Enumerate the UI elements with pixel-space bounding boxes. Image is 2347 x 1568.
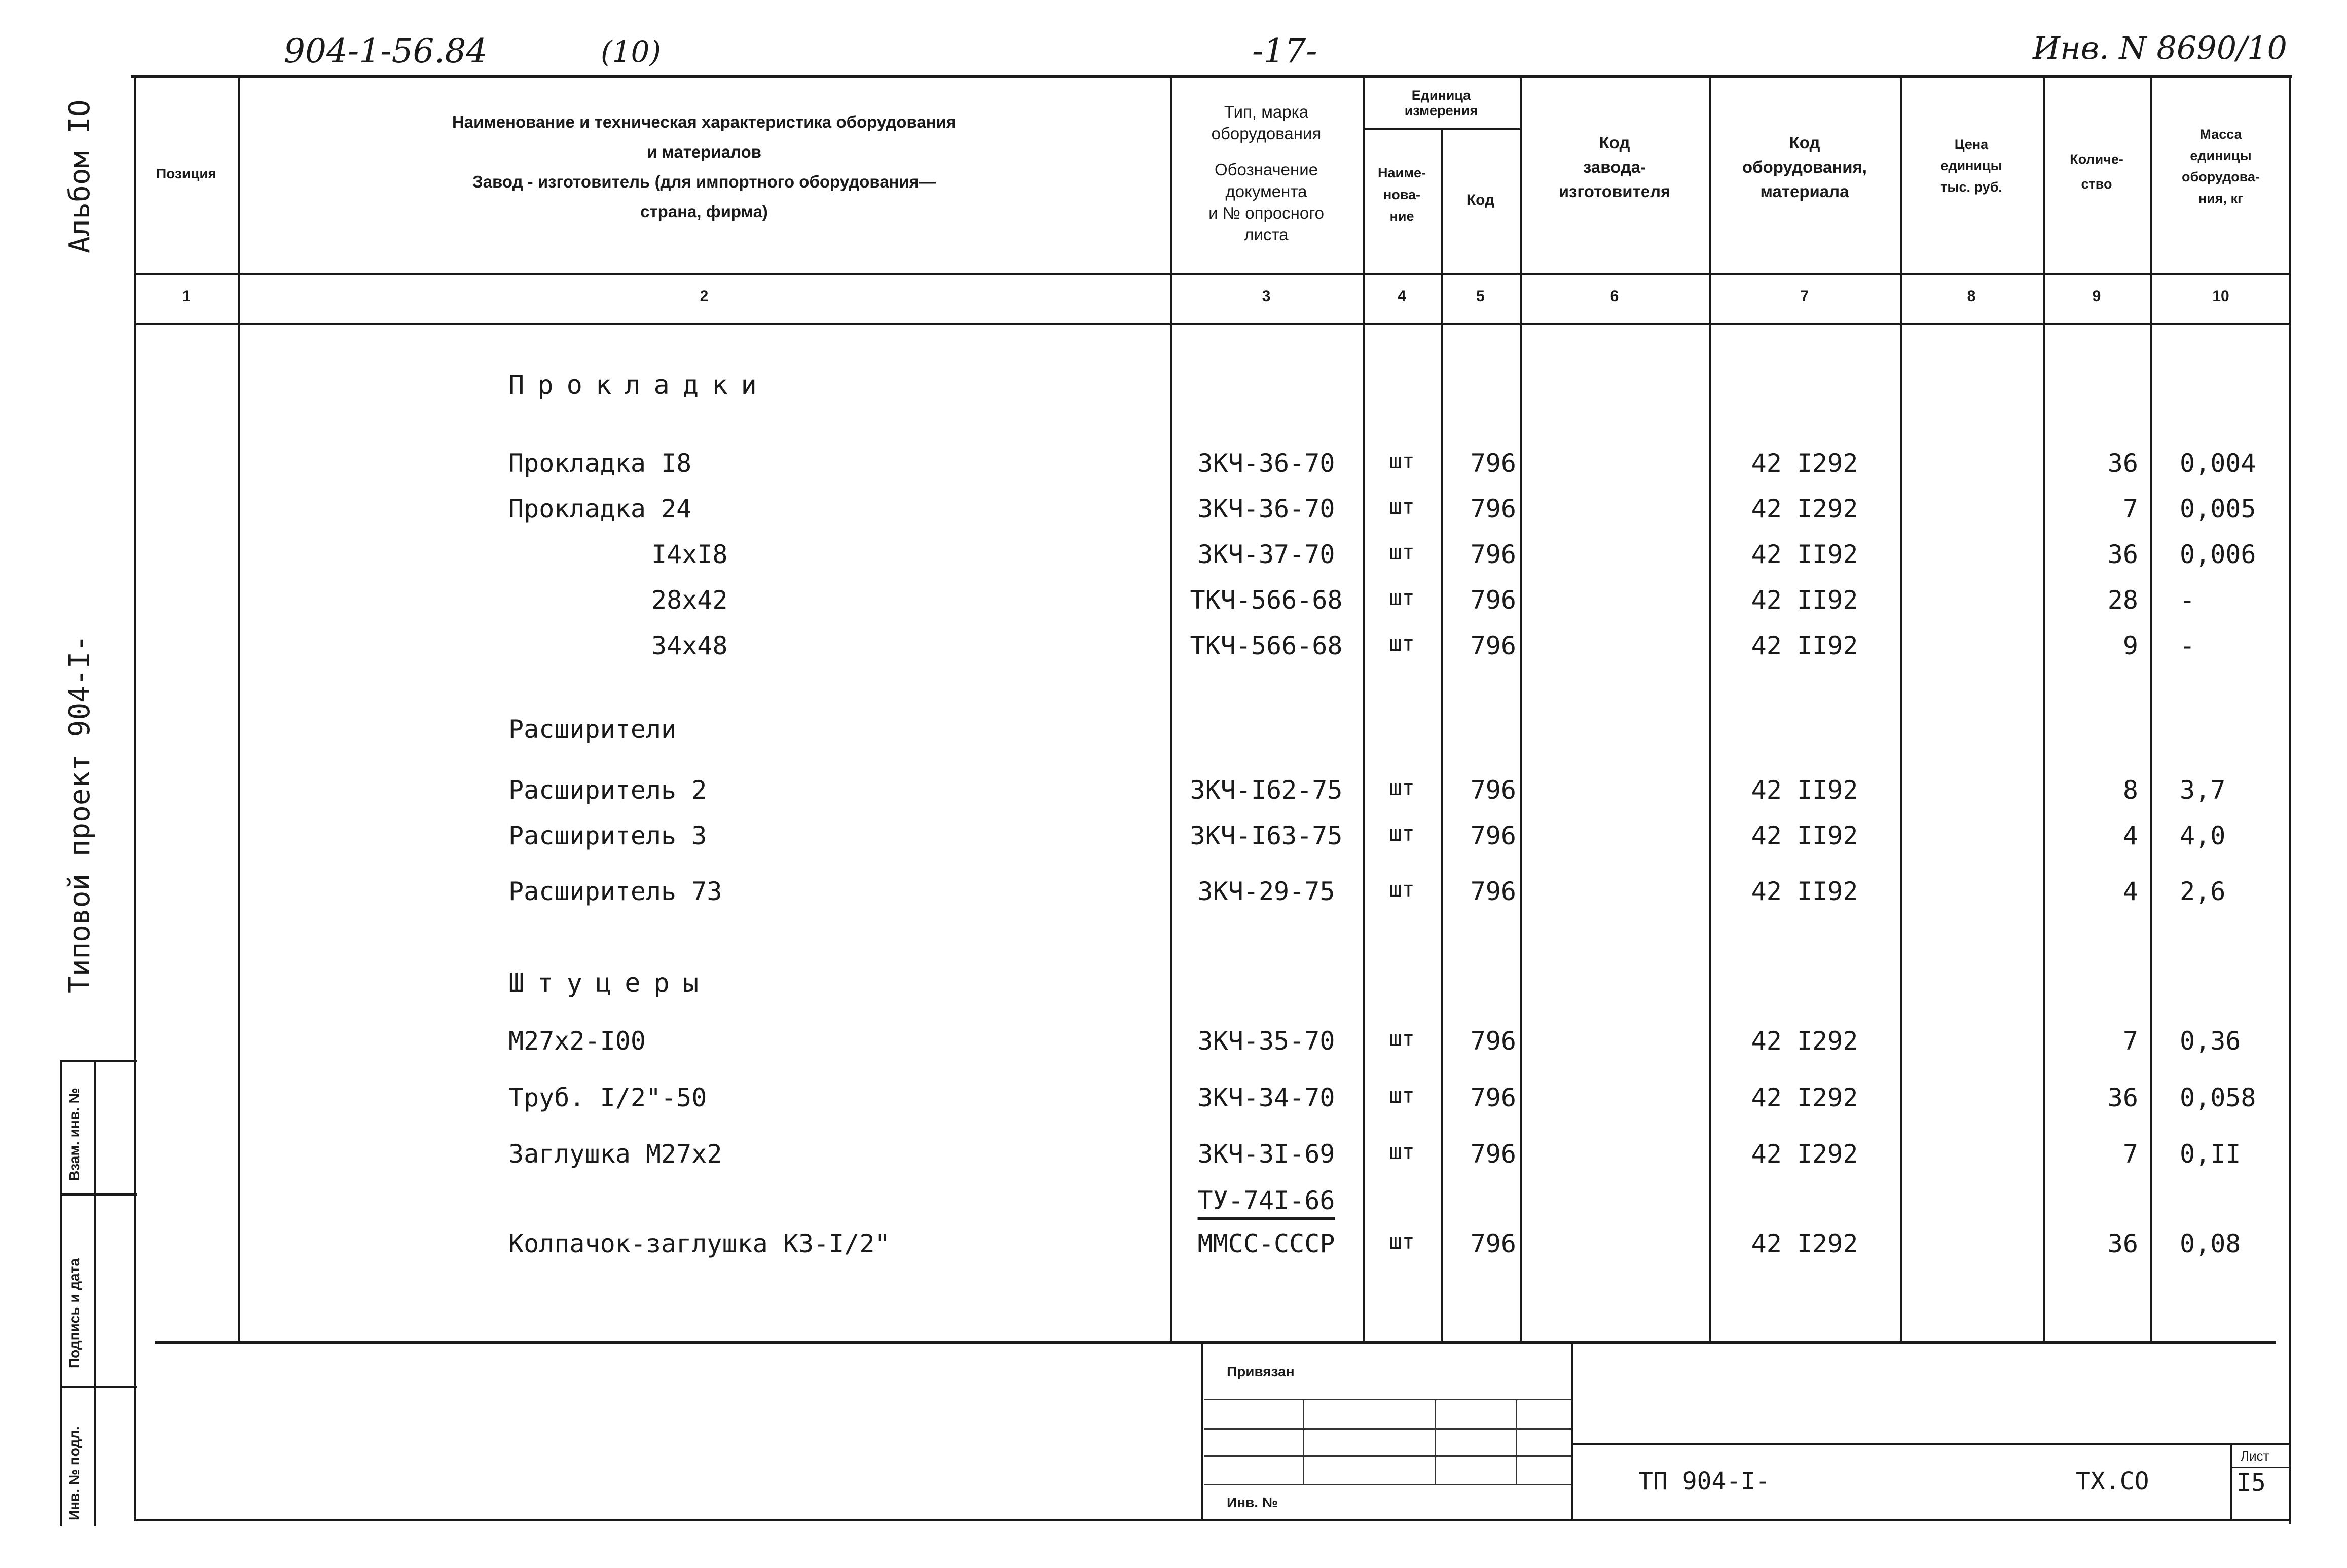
privyazan-label: Привязан [1227,1364,1295,1379]
cell-ucode: 796 [1470,821,1516,850]
cell-mcode: 42 I292 [1751,1229,1858,1258]
cell-unit: шт [1389,494,1415,519]
col-divider [2150,75,2152,1341]
cell-mcode: 42 I292 [1751,1026,1858,1056]
cell-unit: шт [1389,775,1415,800]
cell-mass: 0,005 [2180,494,2256,524]
privyazan-right [1571,1344,1573,1521]
table-bottom-line [155,1341,2276,1344]
cell-ucode: 796 [1470,540,1516,569]
cell-type: ЗКЧ-36-70 [1197,494,1335,524]
col-divider [238,75,240,1341]
cell-type: ЗКЧ-3I-69 [1197,1139,1335,1169]
sheet-divider [2230,1443,2232,1519]
cell-ucode: 796 [1470,1026,1516,1056]
cell-type: ТУ-74I-66 [1197,1186,1335,1215]
cell-name: 28x42 [651,585,728,615]
cell-unit: шт [1389,540,1415,565]
album-label: Альбом IO [63,99,96,253]
cell-name: Прокладка 24 [508,494,692,524]
cell-name: Штуцеры [508,968,712,998]
cell-qty: 36 [2107,540,2138,569]
cell-mcode: 42 II92 [1751,585,1858,615]
cell-name: Колпачок-заглушка КЗ-I/2" [508,1229,890,1258]
colnum-bottom-line [134,323,2291,325]
colnum-2: 2 [700,288,709,305]
cell-qty: 36 [2107,1229,2138,1258]
col-divider [1900,75,1902,1341]
cell-qty: 4 [2122,877,2138,906]
cell-type: ЗКЧ-I62-75 [1190,775,1343,805]
cell-type: ЗКЧ-I63-75 [1190,821,1343,850]
header-bottom-line [134,273,2291,275]
header-mass: Масса единицы оборудова- ния, кг [2181,127,2260,206]
cell-ucode: 796 [1470,631,1516,660]
cell-unit: шт [1389,821,1415,846]
cell-type: ЗКЧ-34-70 [1197,1083,1335,1112]
cell-mcode: 42 II92 [1751,877,1858,906]
header-name: Наименование и техническая характеристика оборудования и материалов Завод - изготовитель (для импортного оборудования— страна, фирма) [452,113,957,221]
cell-ucode: 796 [1470,1229,1516,1258]
cell-qty: 7 [2122,1026,2138,1056]
header-type: Тип, марка оборудования Обозначение документа и № опросного листа [1208,102,1324,244]
sheet-number: I5 [2236,1469,2266,1497]
colnum-6: 6 [1610,288,1619,305]
title-block-top [1571,1443,2291,1445]
cell-unit: шт [1389,631,1415,656]
cell-unit: шт [1389,1139,1415,1164]
colnum-10: 10 [2212,288,2229,305]
cell-type: ТКЧ-566-68 [1190,585,1343,615]
colnum-9: 9 [2092,288,2101,305]
cell-type: ЗКЧ-29-75 [1197,877,1335,906]
privyazan-vline [1303,1399,1304,1485]
cell-unit: шт [1389,585,1415,610]
colnum-4: 4 [1398,288,1406,305]
cell-mass: 3,7 [2180,775,2226,805]
cell-unit: шт [1389,1229,1415,1254]
frame-bottom [134,1519,2291,1521]
cell-name: Прокладка I8 [508,449,692,478]
page-number: -17- [1252,31,1317,70]
cell-ucode: 796 [1470,449,1516,478]
cell-mcode: 42 I292 [1751,1083,1858,1112]
cell-qty: 28 [2107,585,2138,615]
cell-mcode: 42 II92 [1751,540,1858,569]
privyazan-vline [1435,1399,1436,1485]
cell-mcode: 42 II92 [1751,775,1858,805]
cell-unit: шт [1389,877,1415,902]
cell-ucode: 796 [1470,775,1516,805]
cell-type: ММСС-СССР [1197,1229,1335,1258]
cell-qty: 7 [2122,494,2138,524]
cell-mcode: 42 I292 [1751,449,1858,478]
header-unit-group: Единица измерения [1404,88,1478,119]
stamp-line [60,1193,137,1196]
colnum-7: 7 [1800,288,1809,305]
cell-mass: - [2180,585,2195,615]
cell-unit: шт [1389,1026,1415,1051]
cell-qty: 9 [2122,631,2138,660]
cell-mcode: 42 II92 [1751,631,1858,660]
stamp-vzam: Взам. инв. № [66,1088,82,1181]
stamp-line [60,1060,137,1062]
cell-mcode: 42 I292 [1751,494,1858,524]
project-code: ТП 904-I- [1638,1467,1771,1496]
privyazan-vline [1516,1399,1517,1485]
cell-qty: 8 [2122,775,2138,805]
cell-name: Расширитель 2 [508,775,707,805]
header-unit-name: Наиме- нова- ние [1377,165,1426,225]
frame-top [131,75,2292,78]
cell-type: ЗКЧ-37-70 [1197,540,1335,569]
header-position: Позиция [156,166,216,181]
colnum-8: 8 [1967,288,1976,305]
header-quantity: Количе- ство [2070,152,2123,192]
cell-qty: 36 [2107,1083,2138,1112]
cell-mass: 0,II [2180,1139,2241,1169]
cell-mass: 0,004 [2180,449,2256,478]
section-code: ТХ.СО [2076,1467,2149,1496]
cell-unit: шт [1389,1083,1415,1108]
header-price: Цена единицы тыс. руб. [1940,137,2002,195]
cell-mcode: 42 II92 [1751,821,1858,850]
cell-mass: 0,058 [2180,1083,2256,1112]
cell-unit: шт [1389,449,1415,473]
cell-qty: 36 [2107,449,2138,478]
cell-mass: 4,0 [2180,821,2226,850]
cell-name: Расширители [508,715,677,744]
header-unit-code: Код [1466,192,1495,208]
inventory-number: Инв. N 8690/10 [2033,29,2287,66]
stamp-divider [94,1060,96,1526]
stamp-signature-date: Подпись и дата [66,1258,82,1368]
cell-name: Прокладки [508,370,770,400]
cell-mass: 0,08 [2180,1229,2241,1258]
colnum-5: 5 [1476,288,1485,305]
cell-mass: - [2180,631,2195,660]
cell-name: М27х2-I00 [508,1026,646,1056]
cell-ucode: 796 [1470,494,1516,524]
cell-mass: 0,006 [2180,540,2256,569]
header-factory-code: Код завода- изготовителя [1558,133,1671,201]
cell-qty: 7 [2122,1139,2138,1169]
privyazan-left [1201,1344,1203,1519]
cell-mass: 0,36 [2180,1026,2241,1056]
doc-code: 904-1-56.84 [284,31,488,70]
cell-name: Расширитель 3 [508,821,707,850]
cell-ucode: 796 [1470,1139,1516,1169]
copy-number: (10) [601,34,662,69]
project-label: Типовой проект 904-I- [63,634,96,993]
cell-mcode: 42 I292 [1751,1139,1858,1169]
cell-name: Расширитель 73 [508,877,722,906]
header-material-code: Код оборудования, материала [1742,133,1867,201]
cell-ucode: 796 [1470,585,1516,615]
sheet-line [2230,1467,2290,1468]
stamp-border [60,1060,62,1526]
col-divider [1520,75,1522,1341]
stamp-line [60,1386,137,1388]
cell-mass: 2,6 [2180,877,2226,906]
inv-no-label: Инв. № [1227,1495,1278,1510]
cell-type: ЗКЧ-35-70 [1197,1026,1335,1056]
cell-type: ЗКЧ-36-70 [1197,449,1335,478]
cell-name: I4xI8 [651,540,728,569]
sheet-label: Лист [2241,1448,2269,1464]
cell-name: Труб. I/2"-50 [508,1083,707,1112]
cell-ucode: 796 [1470,877,1516,906]
cell-type: ТКЧ-566-68 [1190,631,1343,660]
cell-name: Заглушка М27х2 [508,1139,722,1169]
colnum-3: 3 [1262,288,1271,305]
stamp-inventory: Инв. № подл. [66,1426,82,1520]
colnum-1: 1 [182,288,191,305]
cell-ucode: 796 [1470,1083,1516,1112]
cell-qty: 4 [2122,821,2138,850]
cell-name: 34x48 [651,631,728,660]
